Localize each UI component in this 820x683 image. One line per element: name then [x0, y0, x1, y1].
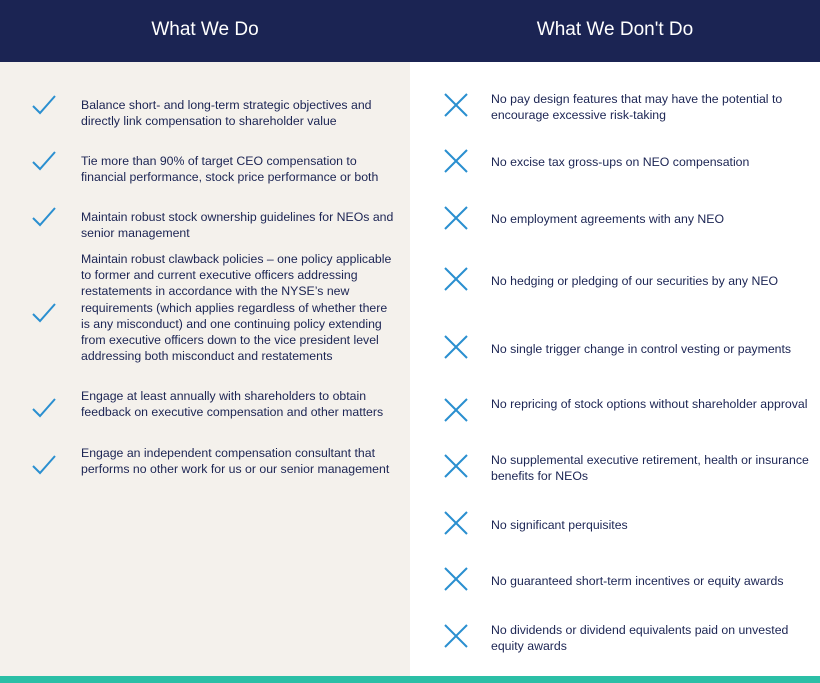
header-bar: [0, 0, 820, 62]
what-we-do-heading: What We Do: [151, 19, 259, 40]
x-icon: [442, 509, 470, 537]
x-icon: [442, 333, 470, 361]
checkmark-icon: [30, 203, 58, 231]
dont-item-text: No pay design features that may have the potential to encourage excessive risk-taking: [491, 92, 783, 123]
dont-item-text: No significant perquisites: [491, 518, 628, 532]
dont-item-text: No repricing of stock options without shareholder approval: [491, 397, 808, 411]
checkmark-icon: [30, 451, 58, 479]
checkmark-icon: [30, 91, 58, 119]
what-we-dont-do-heading: What We Don't Do: [536, 19, 694, 40]
dont-item-text: No hedging or pledging of our securities by any NEO: [491, 274, 779, 288]
x-icon: [442, 91, 470, 119]
checkmark-icon: [30, 394, 58, 422]
x-icon: [442, 204, 470, 232]
do-item-text: Maintain robust clawback policies – one policy applicable to former and current executive officers addressing restatements in accordance with the NYSE’s new requirements (which applies regardless of whether there is any misconduct) and one continuing policy extending from executive officers down to the vice president level addressing both misconduct and restatements: [81, 252, 392, 364]
checkmark-icon: [30, 147, 58, 175]
x-icon: [442, 265, 470, 293]
do-item-text: Balance short- and long-term strategic objectives and directly link compensation to shareholder value: [81, 98, 372, 129]
dont-item-text: No single trigger change in control vesting or payments: [491, 342, 792, 356]
dont-item-text: No guaranteed short-term incentives or equity awards: [491, 574, 784, 588]
x-icon: [442, 396, 470, 424]
footer-accent-line: [0, 676, 820, 683]
x-icon: [442, 622, 470, 650]
dont-item-text: No dividends or dividend equivalents paid on unvested equity awards: [491, 623, 789, 654]
do-item-text: Tie more than 90% of target CEO compensation to financial performance, stock price performance or both: [81, 154, 379, 185]
dont-item-text: No supplemental executive retirement, health or insurance benefits for NEOs: [491, 453, 809, 484]
x-icon: [442, 147, 470, 175]
x-icon: [442, 452, 470, 480]
checkmark-icon: [30, 299, 58, 327]
do-item-text: Engage at least annually with shareholders to obtain feedback on executive compensation and other matters: [81, 389, 384, 420]
do-item-text: Engage an independent compensation consultant that performs no other work for us or our senior management: [81, 446, 390, 477]
do-item-text: Maintain robust stock ownership guidelines for NEOs and senior management: [81, 210, 394, 241]
x-icon: [442, 565, 470, 593]
dont-item-text: No employment agreements with any NEO: [491, 212, 725, 226]
dont-item-text: No excise tax gross-ups on NEO compensation: [491, 155, 750, 169]
